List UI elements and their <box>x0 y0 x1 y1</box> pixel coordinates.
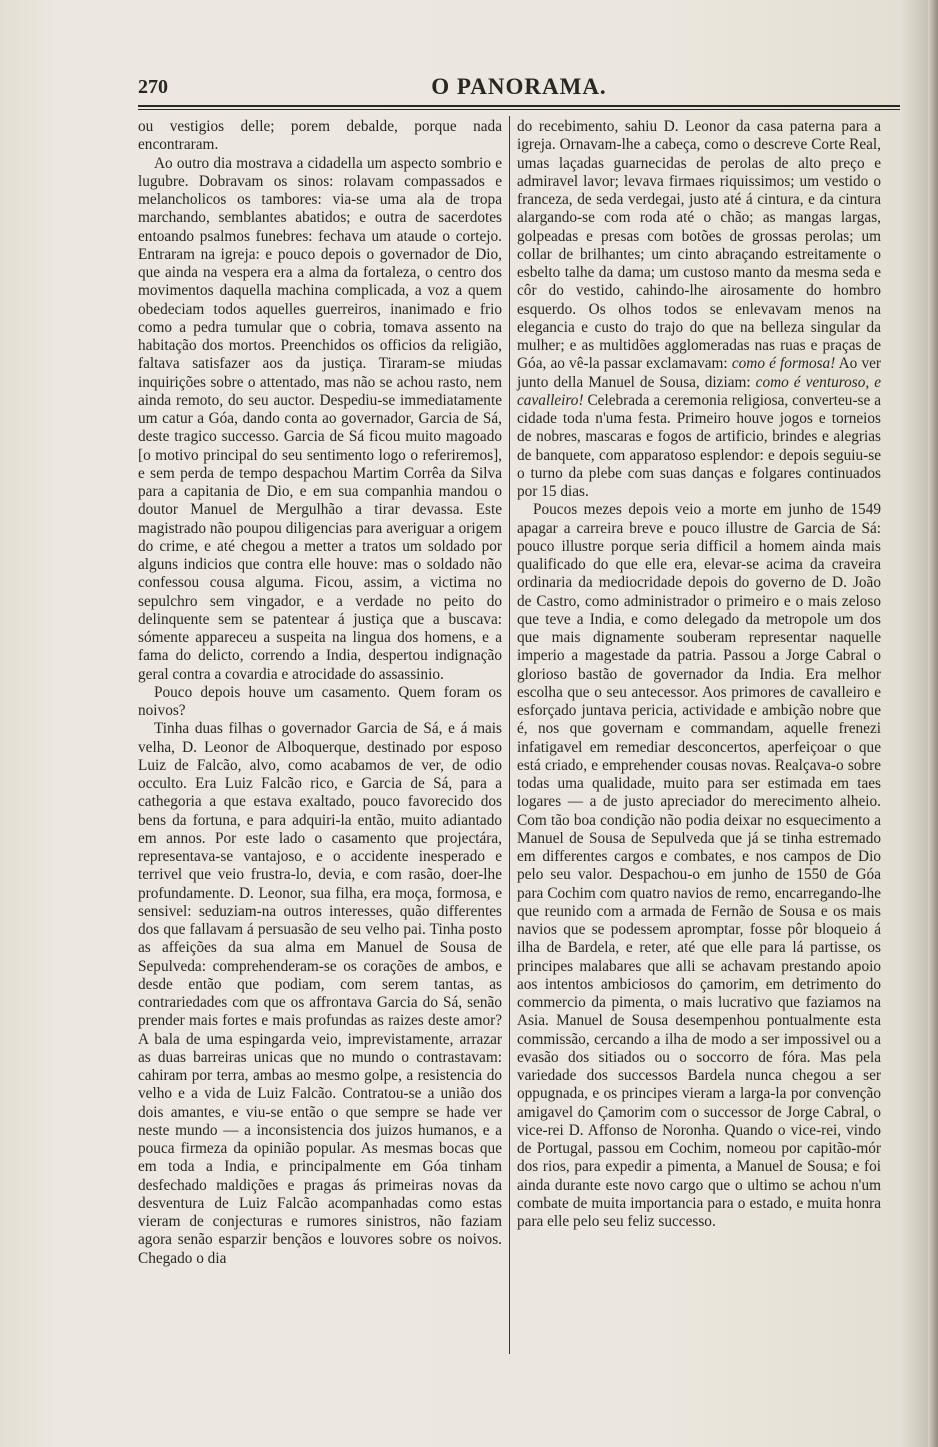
page-edge-shadow <box>928 0 938 1447</box>
paragraph: Pouco depois houve um casamento. Quem foram os noivos? <box>138 683 502 719</box>
paragraph: Tinha duas filhas o governador Garcia de Sá, e á mais velha, D. Leonor de Alboquerque, destinado por esposo Luiz de Falcão, alvo, como acabamos de ver, de odio occulto. Era Luiz Falcão rico, e Garcia de Sá, para a cathegoria a que estava exaltado, pouco favorecido dos bens da fortuna, e para adquiri-la então, muito adiantado em annos. Por este lado o casamento que projectára, representava-se vantajoso, e o accidente inesperado e terrivel que veio frustra-lo, devia, e com rasão, doer-lhe profundamente. D. Leonor, sua filha, era moça, formosa, e sensivel: seduziam-na outros interesses, quão differentes dos que fallavam á persuasão de seu velho pai. Tinha posto as affeições da sua alma em Manuel de Sousa de Sepulveda: comprehenderam-se os corações de ambos, e desde então que podiam, com serem tantas, as contrariedades com que os affrontava Garcia do Sá, senão prender mais fortes e mais profundas as raizes deste amor? A bala de uma espingarda veio, imprevistamente, arrazar as duas barreiras unicas que no mundo o contrastavam: cahiram por terra, ambas ao mesmo golpe, a resistencia do velho e a vida de Luiz Falcão. Contratou-se a união dos dois amantes, e viu-se então o que sempre se hade ver neste mundo — a inconsistencia dos juizos humanos, e a pouca firmeza da opinião popular. As mesmas bocas que em toda a India, e principalmente em Góa tinham desfechado maldições e pragas ás primeiras novas da desventura de Luiz Falcão acompanhadas como estas vieram de conjecturas e rumores sinistros, não faziam agora senão esparzir bençãos e louvores sobre os noivos. Chegado o dia <box>138 720 502 1267</box>
right-column <box>517 118 881 1231</box>
header-rule-thin <box>138 109 900 110</box>
header-rule-thick <box>138 105 900 107</box>
page-header <box>138 72 900 104</box>
paragraph: Ao outro dia mostrava a cidadella um aspecto sombrio e lugubre. Dobravam os sinos: rolavam compassados e melancholicos os tambores: via-se uma ala de tropa marchando, semblantes abatidos; e outra de sacerdotes entoando psalmos funebres: fechava um ataude o cortejo. Entraram na igreja: e pouco depois o governador de Dio, que ainda na vespera era a alma da fortaleza, o centro dos movimentos daquella machina complicada, a voz a quem obedeciam todos aquelles guerreiros, inanimado e frio como a pedra tumular que o cobria, tomava assento na habitação dos mortos. Preenchidos os officios da religião, faltava satisfazer aos da justiça. Tiraram-se miudas inquirições sobre o attentado, mas não se achou rasto, nem ainda remoto, do seu auctor. Despediu-se immediatamente um catur a Góa, dando conta ao governador, Garcia de Sá, deste tragico successo. Garcia de Sá ficou muito magoado [o motivo principal do seu sentimento logo o referiremos], e sem perda de tempo despachou Martim Corrêa da Silva para a capitania de Dio, e em sua companhia mandou o doutor Manuel de Mergulhão a tirar devassa. Este magistrado não poupou diligencias para averiguar a origem do crime, e até chegou a metter a tratos um soldado por alguns indicios que contra elle houve: mas o soldado não confessou cousa alguma. Ficou, assim, a victima no sepulchro sem vingador, e a verdade no peito do delinquente sem se patentear á justiça que a buscava: sómente appareceu a suspeita na lingua dos homens, e a fama do delicto, correndo a India, despertou indignação geral contra a covardia e atrocidade do assassinio. <box>138 154 502 683</box>
page-number: 270 <box>138 76 168 98</box>
left-column <box>138 118 502 1268</box>
running-title: O PANORAMA. <box>431 74 607 99</box>
paragraph: ou vestigios delle; porem debalde, porque nada encontraram. <box>138 118 502 154</box>
paragraph: Poucos mezes depois veio a morte em junho de 1549 apagar a carreira breve e pouco illustre de Garcia de Sá: pouco illustre porque seria difficil a homem ainda mais qualificado do que elle era, elevar-se acima da craveira ordinaria da mediocridade depois do governo de D. João de Castro, como administrador o primeiro e o mais zeloso que teve a India, e como delegado da metropole um dos que mais dignamente souberam representar naquelle imperio a magestade da patria. Passou a Jorge Cabral o glorioso bastão de governador da India. Era melhor escolha que o seu antecessor. Aos primores de cavalleiro e esforçado juntava pericia, actividade e ambição nobre que é, nos que governam e commandam, aquelle frenezi infatigavel em remediar desconcertos, aperfeiçoar o que está criado, e emprehender cousas novas. Realçava-o sobre todas uma qualidade, muito para ser estimada em taes logares — a de justo apreciador do merecimento alheio. Com tão boa condição não podia deixar no esquecimento a Manuel de Sousa de Sepulveda que já se tinha estremado em differentes cargos e combates, e nos campos de Dio pelo seu valor. Despachou-o em junho de 1550 de Góa para Cochim com quatro navios de remo, encarregando-lhe que reunido com a armada de Fernão de Sousa e os mais navios que se podessem apromptar, fosse pôr bloqueio á ilha de Bardela, e reter, até que elle para lá partisse, os principes malabares que alli se achavam prestando apoio aos intentos ambiciosos do çamorim, em detrimento do commercio da pimenta, o mais lucrativo que faziamos na Asia. Manuel de Sousa desempenhou pontualmente esta commissão, cercando a ilha de modo a ser impossivel ou a evasão dos sitiados ou o soccorro de fóra. Mas pela variedade dos successos Bardela nunca chegou a ser oppugnada, e os principes vieram a larga-la por convenção amigavel do Çamorim com o successor de Jorge Cabral, o vice-rei D. Affonso de Noronha. Quando o vice-rei, vindo de Portugal, passou em Cochim, nomeou por capitão-mór dos rios, para expedir a pimenta, a Manuel de Sousa; e foi ainda durante este novo cargo que o ultimo se achou n'um combate de muita importancia para o estado, e muita honra para elle pelo seu feliz successo. <box>517 501 881 1230</box>
paragraph: do recebimento, sahiu D. Leonor da casa paterna para a igreja. Ornavam-lhe a cabeça, como o descreve Corte Real, umas laçadas guarnecidas de perolas de alto preço e admiravel lavor; levava firmaes riquissimos; um vestido o franceza, de seda verdegai, justo até á cintura, e da cintura alargando-se com roda até o chão; as mangas largas, golpeadas e presas com botões de grossas perolas; um collar de brilhantes; um cinto abraçando estreitamente o esbelto talhe da dama; um custoso manto da mesma seda e côr do vestido, cahindo-lhe airosamente do hombro esquerdo. Os olhos todos se enlevavam menos na elegancia e custo do trajo do que na belleza singular da mulher; e as multidões agglomeradas nas ruas e praças de Góa, ao vê-la passar exclamavam: como é formosa! Ao ver junto della Manuel de Sousa, diziam: como é venturoso, e cavalleiro! Celebrada a ceremonia religiosa, converteu-se a cidade toda n'uma festa. Primeiro houve jogos e torneios de nobres, mascaras e fogos de artificio, brindes e alegrias de banquete, com apparatoso esplendor: e depois seguiu-se o turno da plebe com suas danças e folgares continuados por 15 dias. <box>517 118 881 500</box>
column-divider <box>509 116 510 1354</box>
